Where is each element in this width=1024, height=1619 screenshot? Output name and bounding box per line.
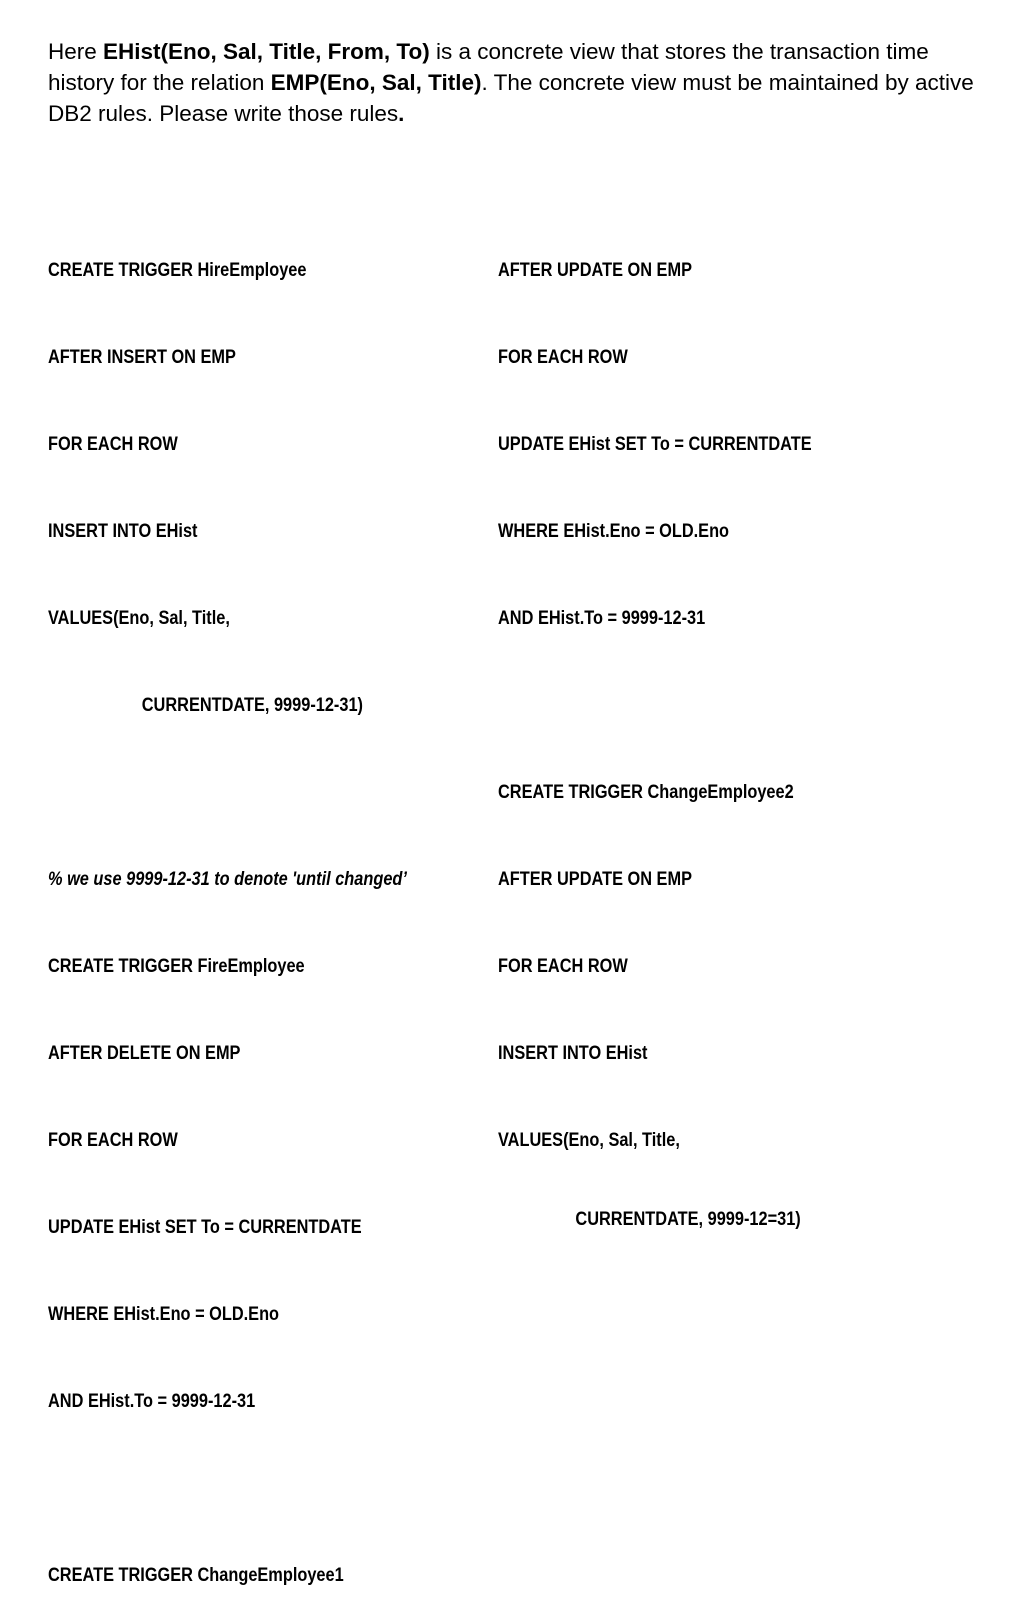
blank-line [48,1474,488,1503]
blank-line [48,778,488,807]
code-line: INSERT INTO EHist [498,1043,648,1064]
code-line: CREATE TRIGGER ChangeEmployee2 [498,782,794,803]
code-line: WHERE EHist.Eno = OLD.Eno [498,521,730,542]
code-line-continuation: CURRENTDATE, 9999-12-31) [141,695,364,716]
right-code-column [498,198,918,1263]
code-line-continuation: CURRENTDATE, 9999-12=31) [575,1209,801,1230]
code-line: AFTER DELETE ON EMP [48,1043,241,1064]
code-line: CREATE TRIGGER ChangeEmployee1 [48,1565,344,1586]
code-line: AND EHist.To = 9999-12-31 [498,608,706,629]
code-comment: % we use 9999-12-31 to denote 'until changed’ [48,869,407,890]
code-line: AFTER UPDATE ON EMP [498,260,692,281]
code-line: AFTER INSERT ON EMP [48,347,236,368]
code-line: FOR EACH ROW [498,347,628,368]
left-code-column [48,198,488,1619]
code-line: UPDATE EHist SET To = CURRENTDATE [48,1217,362,1238]
code-line: CREATE TRIGGER FireEmployee [48,956,305,977]
intro-text-1: Here [48,39,104,64]
code-line: INSERT INTO EHist [48,521,198,542]
intro-period: . [398,101,405,126]
emp-relation: EMP(Eno, Sal, Title) [270,70,482,95]
code-line: AND EHist.To = 9999-12-31 [48,1391,256,1412]
code-line: VALUES(Eno, Sal, Title, [48,608,230,629]
code-line: UPDATE EHist SET To = CURRENTDATE [498,434,812,455]
code-line: FOR EACH ROW [498,956,628,977]
code-line: CREATE TRIGGER HireEmployee [48,260,307,281]
code-line: AFTER UPDATE ON EMP [498,869,692,890]
intro-text-3: . The concrete view must be maintained by active DB2 rules. Please write those rules [48,70,974,126]
code-line: WHERE EHist.Eno = OLD.Eno [48,1304,280,1325]
code-line: FOR EACH ROW [48,1130,178,1151]
blank-line [498,691,918,720]
code-line: VALUES(Eno, Sal, Title, [498,1130,680,1151]
intro-text-2: is a concrete view that stores the transaction time history for the relation [48,39,929,95]
code-line: FOR EACH ROW [48,434,178,455]
ehist-relation: EHist(Eno, Sal, Title, From, To) [103,39,430,64]
problem-statement [48,36,988,129]
